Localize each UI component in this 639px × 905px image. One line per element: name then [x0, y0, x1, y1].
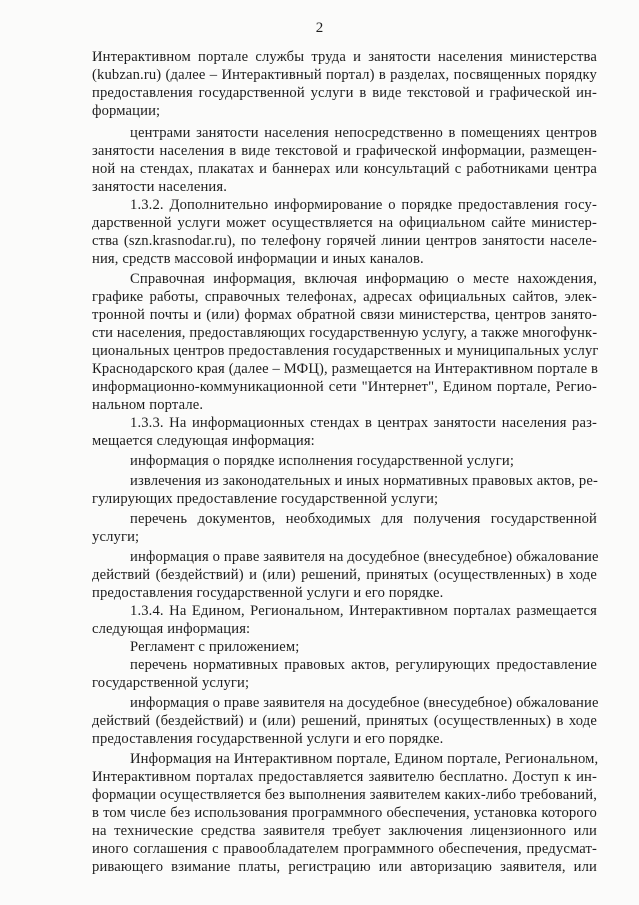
text-line: дарственной услуги может осуществляется на официальном сайте министер- [92, 215, 597, 231]
text-line: иного соглашения с правообладателем программного обеспечения, предусмат- [92, 841, 597, 857]
text-line: перечень нормативных правовых актов, регулирующих предоставление [130, 657, 597, 673]
text-line: предоставления государственной услуги и его порядке. [92, 585, 444, 601]
text-line: нальном портале. [92, 397, 204, 413]
text-line: информация о праве заявителя на досудебное (внесудебное) обжалование [130, 549, 599, 565]
text-line: формации; [92, 103, 161, 119]
text-line: формации осуществляется без выполнения заявителем каких-либо требований, [92, 787, 597, 803]
text-line: на технические средства заявителя требует заключения лицензионного или [92, 823, 597, 839]
text-line: ривающего взимание платы, регистрацию или авторизацию заявителя, или [92, 859, 597, 875]
text-line: Регламент с приложением; [130, 639, 300, 655]
text-line: информация о порядке исполнения государственной услуги; [130, 453, 515, 469]
text-line: Интерактивном порталах предоставляется заявителю бесплатно. Доступ к ин- [92, 769, 597, 785]
text-line: предоставления государственной услуги и его порядке. [92, 731, 444, 747]
text-line: государственной услуги; [92, 675, 250, 691]
text-line: действий (бездействий) и (или) решений, принятых (осуществленных) в ходе [92, 567, 597, 583]
text-line: занятости населения. [92, 179, 228, 195]
text-line: тронной почты и (или) формах обратной связи министерства, центров занято- [92, 307, 597, 323]
text-line: мещается следующая информация: [92, 433, 315, 449]
text-line: Справочная информация, включая информацию о месте нахождения, [130, 271, 597, 287]
text-line: 1.3.3. На информационных стендах в центрах занятости населения раз- [130, 415, 597, 431]
text-line: Краснодарского края (далее – МФЦ), размещается на Интерактивном портале в [92, 361, 599, 377]
text-line: гулирующих предоставление государственной услуги; [92, 491, 439, 507]
text-line: 1.3.4. На Едином, Региональном, Интерактивном порталах размещается [130, 603, 597, 619]
text-line: Интерактивном портале службы труда и занятости населения министерства [92, 49, 597, 65]
text-line: сти населения, предоставляющих государственную услугу, а также многофунк- [92, 325, 598, 341]
text-line: информационно-коммуникационной сети "Интернет", Едином портале, Регио- [92, 379, 597, 395]
text-line: ства (szn.krasnodar.ru), по телефону горячей линии центров занятости населе- [92, 233, 597, 249]
text-line: циональных центров предоставления государственных и муниципальных услуг [92, 343, 599, 359]
text-line: извлечения из законодательных и иных нормативных правовых актов, ре- [130, 473, 598, 489]
text-line: предоставления государственной услуги в виде текстовой и графической ин- [92, 85, 597, 101]
text-line: 1.3.2. Дополнительно информирование о порядке предоставления госу- [130, 197, 597, 213]
text-line: услуги; [92, 529, 140, 545]
page-number: 2 [315, 20, 324, 36]
text-line: информация о праве заявителя на досудебное (внесудебное) обжалование [130, 695, 599, 711]
text-line: действий (бездействий) и (или) решений, принятых (осуществленных) в ходе [92, 713, 597, 729]
text-line: Информация на Интерактивном портале, Едином портале, Региональном, [130, 751, 599, 767]
text-line: следующая информация: [92, 621, 251, 637]
text-line: перечень документов, необходимых для получения государственной [130, 511, 597, 527]
text-line: занятости населения в виде текстовой и графической информации, размещен- [92, 143, 597, 159]
text-line: ной на стендах, плакатах и баннерах или консультаций с работниками центра [92, 161, 597, 177]
text-line: центрами занятости населения непосредственно в помещениях центров [130, 125, 597, 141]
text-line: ния, средств массовой информации и иных каналов. [92, 251, 424, 267]
text-line: в том числе без использования программного обеспечения, установка которого [92, 805, 597, 821]
text-line: графике работы, справочных телефонах, адресах официальных сайтов, элек- [92, 289, 597, 305]
text-line: (kubzan.ru) (далее – Интерактивный портал) в разделах, посвященных порядку [92, 67, 597, 83]
